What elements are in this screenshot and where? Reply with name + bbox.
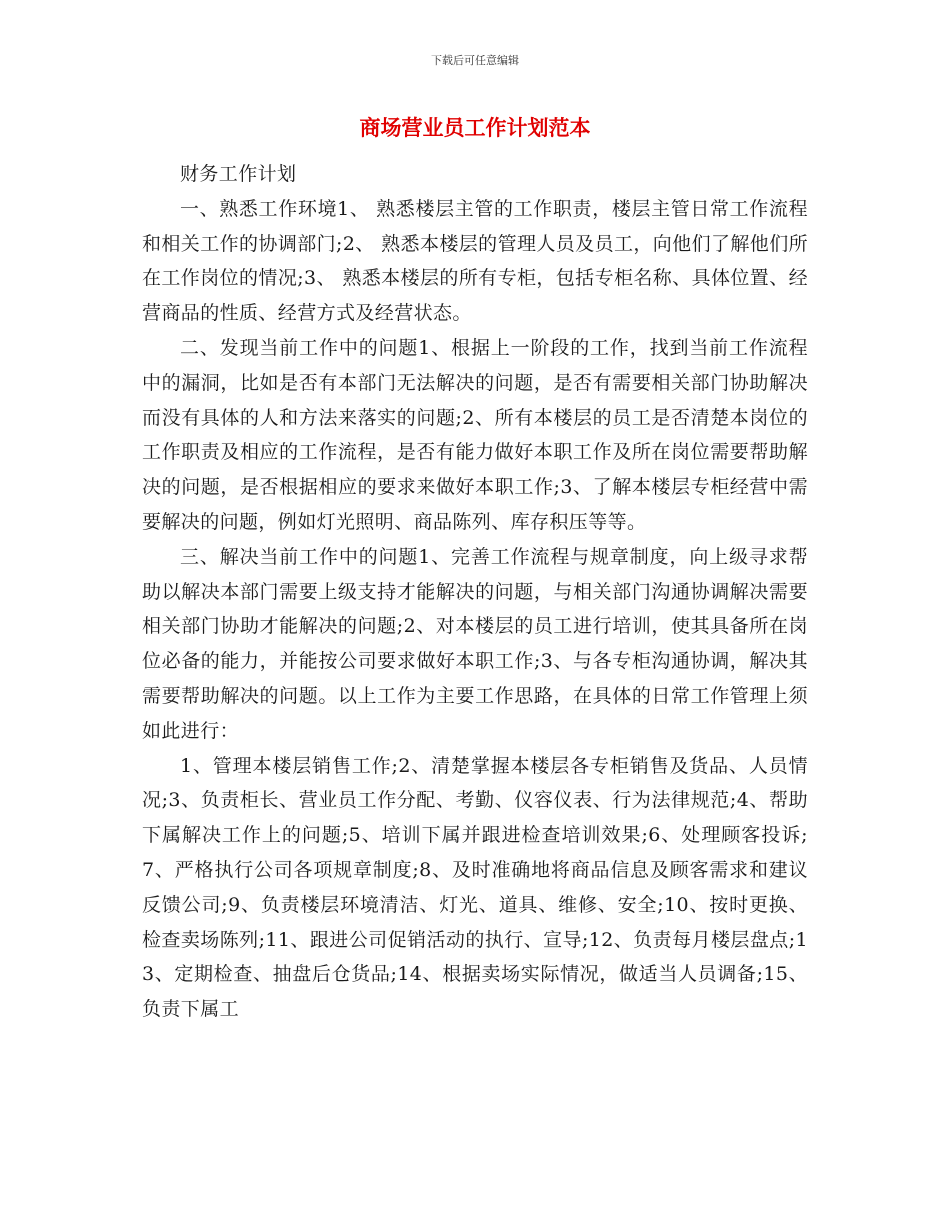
- document-title: 商场营业员工作计划范本: [359, 116, 591, 140]
- paragraph-solve-problems: 三、解决当前工作中的问题1、完善工作流程与规章制度，向上级寻求帮助以解决本部门需要上级支持才能解决的问题，与相关部门沟通协调解决需要相关部门协助才能解决的问题;2、对本楼层的员工进行培训，使其具备所在岗位必备的能力，并能按公司要求做好本职工作;3、与各专柜沟通协调，解决其需要帮助解决的问题。以上工作为主要工作思路，在具体的日常工作管理上须如此进行：: [142, 545, 808, 742]
- header-note: 下载后可任意编辑: [431, 54, 519, 67]
- paragraph-daily-duties: 1、管理本楼层销售工作;2、清楚掌握本楼层各专柜销售及货品、人员情况;3、负责柜长、营业员工作分配、考勤、仪容仪表、行为法律规范;4、帮助下属解决工作上的问题;5、培训下属并跟进检查培训效果;6、处理顾客投诉;7、严格执行公司各项规章制度;8、及时准确地将商品信息及顾客需求和建议反馈公司;9、负责楼层环境清洁、灯光、道具、维修、安全;10、按时更换、检查卖场陈列;11、跟进公司促销活动的执行、宣导;12、负责每月楼层盘点;13、定期检查、抽盘后仓货品;14、根据卖场实际情况，做适当人员调备;15、负责下属工: [142, 754, 808, 1021]
- paragraph-section-heading: 财务工作计划: [180, 163, 297, 185]
- document-body: [142, 157, 808, 1027]
- paragraph-familiarize-environment: 一、熟悉工作环境1、 熟悉楼层主管的工作职责，楼层主管日常工作流程和相关工作的协调部门;2、 熟悉本楼层的管理人员及员工，向他们了解他们所在工作岗位的情况;3、 熟悉本楼层的所有专柜，包括专柜名称、具体位置、经营商品的性质、经营方式及经营状态。: [142, 197, 808, 325]
- paragraph-find-problems: 二、发现当前工作中的问题1、根据上一阶段的工作，找到当前工作流程中的漏洞，比如是否有本部门无法解决的问题，是否有需要相关部门协助解决而没有具体的人和方法来落实的问题;2、所有本楼层的员工是否清楚本岗位的工作职责及相应的工作流程，是否有能力做好本职工作及所在岗位需要帮助解决的问题，是否根据相应的要求来做好本职工作;3、了解本楼层专柜经营中需要解决的问题，例如灯光照明、商品陈列、库存积压等等。: [142, 336, 808, 533]
